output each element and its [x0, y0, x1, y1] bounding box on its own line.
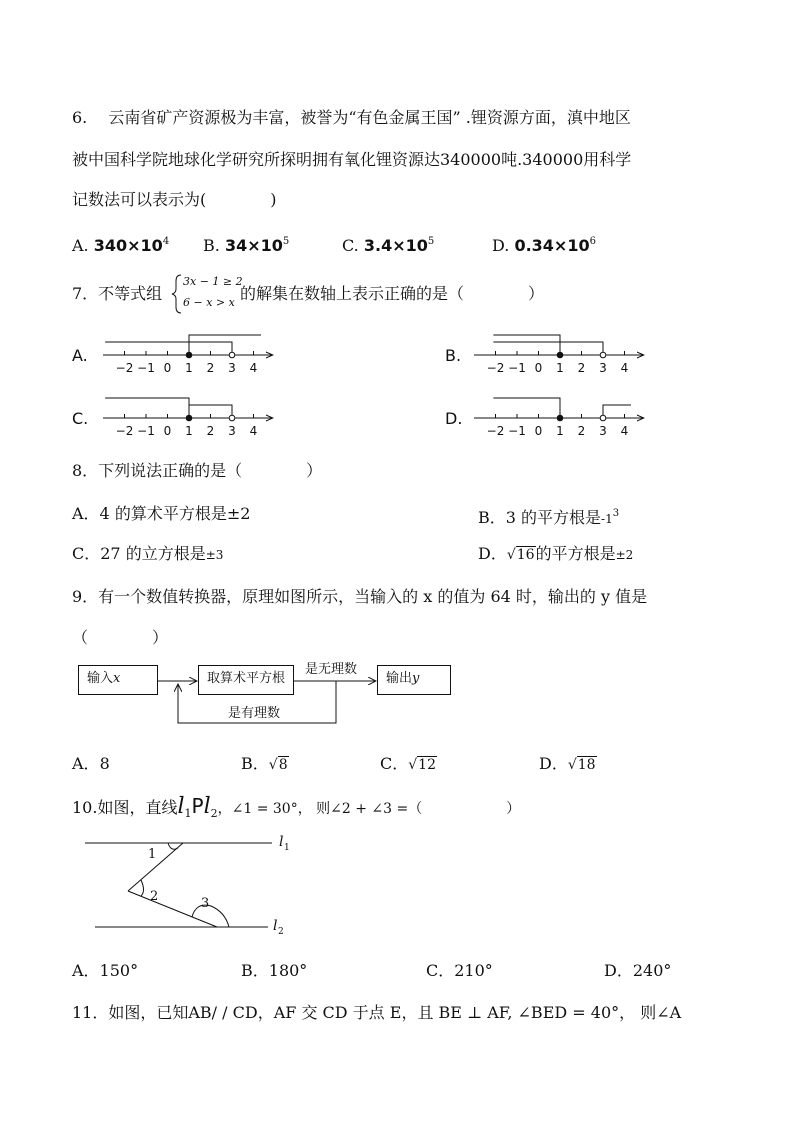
- tick-label: 1: [185, 361, 193, 375]
- angle-arc-2: [141, 880, 144, 896]
- q9-input-label: 输入: [87, 671, 114, 686]
- q8-stem: 8．下列说法正确的是（ ）: [72, 461, 323, 480]
- tick-label: −2: [115, 361, 134, 375]
- tick-label: 3: [599, 361, 607, 375]
- q6-option-c-exp: 5: [427, 236, 435, 247]
- tick-label: −2: [486, 424, 505, 438]
- q7-option-c-label[interactable]: C.: [72, 409, 89, 428]
- q6-option-a-label: A.: [72, 236, 89, 255]
- q7-ineq2: 6 − x > x: [183, 296, 235, 309]
- tick-label: 4: [249, 361, 258, 375]
- angle-arc-3: [192, 905, 229, 927]
- tick-label: 3: [228, 361, 236, 375]
- q6-option-a-exp: 4: [162, 236, 170, 247]
- q9-option-c-label: C．: [380, 754, 409, 773]
- q7-option-b-label[interactable]: B.: [445, 346, 462, 365]
- tick-label: −1: [137, 424, 155, 438]
- tick-label: −1: [137, 361, 155, 375]
- q6-option-d-exp: 6: [589, 236, 596, 247]
- q9-option-a-value: 8: [99, 754, 110, 773]
- q9-rational-label: 是有理数: [228, 706, 281, 721]
- tick-label: 0: [534, 361, 543, 375]
- q6-option-c-base: 3.4×10: [363, 236, 428, 255]
- q9-line1: 9．有一个数值转换器，原理如图所示，当输入的 x 的值为 64 时，输出的 y 值是: [72, 587, 648, 606]
- q6-line1: 6. 云南省矿产资源极为丰富，被誉为“有色金属王国” .锂资源方面，滇中地区: [72, 108, 631, 127]
- fig-l1-label: l: [279, 834, 284, 850]
- q10-option-d[interactable]: D．240°: [604, 961, 672, 980]
- q10-option-c[interactable]: C．210°: [426, 961, 493, 980]
- q9-line2: （ ）: [72, 628, 169, 647]
- q9-input-var: x: [113, 671, 121, 686]
- q9-option-b-radicand: 8: [278, 757, 288, 773]
- fig-l2-label: l: [273, 918, 278, 934]
- fig-l1-sub: 1: [284, 843, 290, 853]
- q7-ineq1: 3x − 1 ≥ 2: [183, 275, 243, 288]
- q9-option-c-sqrt: √12: [408, 757, 436, 773]
- tick-label: 4: [249, 424, 258, 438]
- tick-label: 3: [599, 424, 607, 438]
- q10-option-b[interactable]: B．180°: [241, 961, 308, 980]
- tick-label: 1: [556, 424, 564, 438]
- q11-line1: 11．如图，已知AB/ / CD，AF 交 CD 于点 E，且 BE ⊥ AF, ∠BED = 40°， 则∠A: [72, 1003, 682, 1022]
- angle-2-label: 2: [150, 889, 159, 904]
- q6-option-d-label: D.: [492, 236, 510, 255]
- q9-option-d-sqrt: √18: [567, 757, 596, 773]
- q9-irrational-label: 是无理数: [305, 662, 358, 677]
- tick-label: 2: [577, 424, 586, 438]
- q10-condition: ，∠1 = 30°， 则∠2 + ∠3 =（ ）: [217, 801, 521, 817]
- q7-option-d-label[interactable]: D.: [445, 409, 463, 428]
- q9-option-c-radicand: 12: [418, 757, 436, 773]
- q8-option-d-tail: ±2: [615, 548, 634, 562]
- tick-label: 2: [206, 361, 215, 375]
- q6-line3: 记数法可以表示为( ): [72, 190, 277, 209]
- q10-parallel: P: [191, 794, 204, 818]
- q9-option-d-label: D．: [539, 754, 568, 773]
- q9-process-box: 取算术平方根: [198, 665, 294, 695]
- q10-l1-sub: 1: [184, 807, 192, 821]
- q6-option-a-base: 340×10: [93, 236, 163, 255]
- q10-l2: l: [203, 794, 211, 819]
- tick-label: 4: [620, 424, 629, 438]
- q10-l1: l: [177, 794, 185, 819]
- q8-option-a[interactable]: A．4 的算术平方根是±2: [72, 504, 251, 523]
- q10-prefix: 10.如图，直线: [72, 798, 178, 817]
- q8-option-c-text: C．27 的立方根是: [72, 544, 206, 563]
- q8-option-d-radicand: 16: [516, 547, 535, 563]
- angle-1-label: 1: [148, 847, 157, 862]
- tick-label: −1: [508, 424, 526, 438]
- tick-label: 1: [556, 361, 564, 375]
- q8-option-c-tail: ±3: [205, 548, 224, 562]
- q8-option-b-sup: 3: [612, 508, 620, 519]
- tick-label: −2: [486, 361, 505, 375]
- q9-output-var: y: [412, 671, 420, 686]
- tick-label: 1: [185, 424, 193, 438]
- tick-label: 0: [163, 424, 172, 438]
- tick-label: 0: [163, 361, 172, 375]
- q10-option-a[interactable]: A．150°: [72, 961, 139, 980]
- q10-l2-sub: 2: [210, 807, 218, 821]
- q8-option-d-text: 的平方根是: [535, 544, 616, 563]
- q6-line2: 被中国科学院地球化学研究所探明拥有氧化锂资源达340000吨.340000用科学: [72, 150, 632, 169]
- q6-option-c-label: C.: [342, 236, 359, 255]
- tick-label: 0: [534, 424, 543, 438]
- angle-arc-1: [168, 843, 178, 849]
- q8-option-d-label: D．: [478, 544, 507, 563]
- angle-3-label: 3: [201, 896, 210, 911]
- q9-option-a-label: A．: [72, 754, 100, 773]
- tick-label: 4: [620, 361, 629, 375]
- tick-label: 2: [206, 424, 215, 438]
- q7-prefix: 7．不等式组: [72, 284, 163, 303]
- q7-option-a-label[interactable]: A.: [72, 346, 88, 365]
- q6-option-b-base: 34×10: [224, 236, 283, 255]
- q9-option-b-label: B．: [241, 754, 269, 773]
- q6-option-d-base: 0.34×10: [514, 236, 590, 255]
- q7-suffix: 的解集在数轴上表示正确的是（ ）: [240, 284, 545, 303]
- fig-l2-sub: 2: [278, 927, 284, 937]
- q6-option-b-label: B.: [203, 236, 220, 255]
- q9-output-label: 输出: [386, 671, 413, 686]
- tick-label: 3: [228, 424, 236, 438]
- q8-option-b-tail: -1: [601, 512, 613, 526]
- tick-label: −2: [115, 424, 134, 438]
- q6-option-b-exp: 5: [282, 236, 290, 247]
- q8-option-d-sqrt: √16: [506, 547, 535, 563]
- q9-option-d-radicand: 18: [577, 757, 596, 773]
- tick-label: −1: [508, 361, 526, 375]
- q8-option-b-text: B．3 的平方根是: [478, 508, 602, 527]
- tick-label: 2: [577, 361, 586, 375]
- q9-option-b-sqrt: √8: [268, 757, 288, 773]
